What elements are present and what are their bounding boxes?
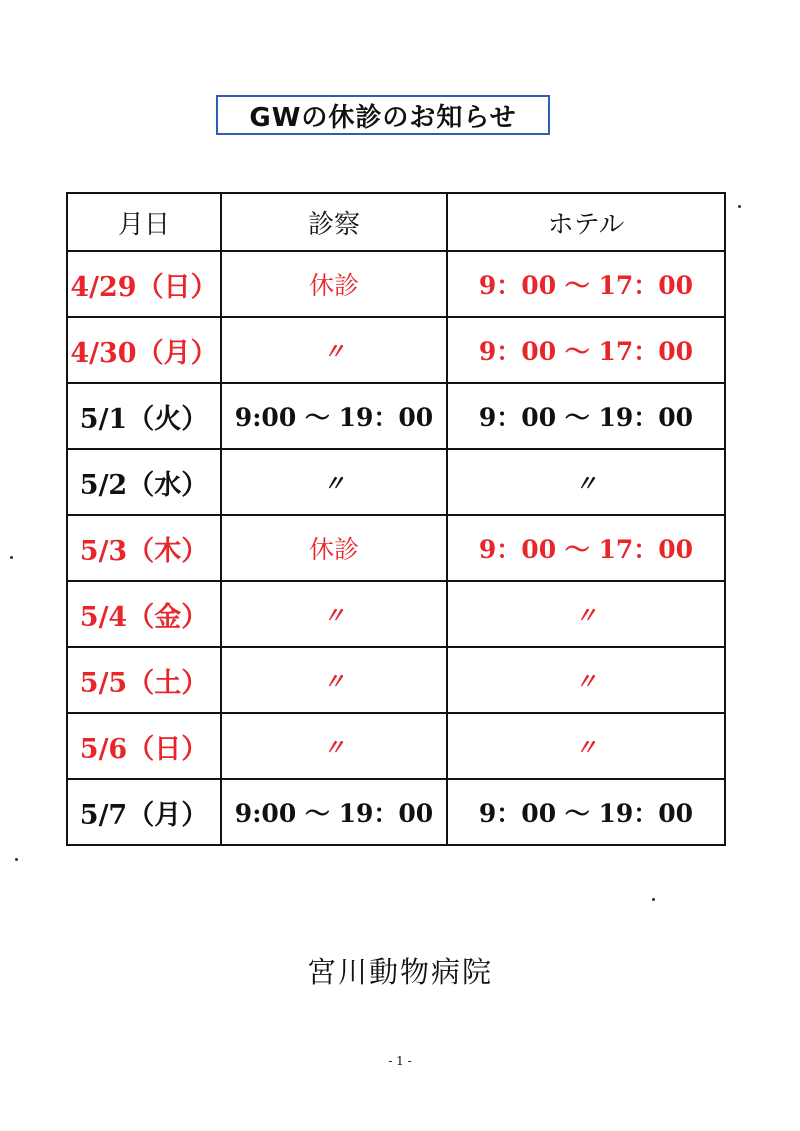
date-cell: 5/5（土）	[67, 647, 221, 713]
hotel-cell: 〃	[447, 647, 725, 713]
date-cell: 5/4（金）	[67, 581, 221, 647]
header-hotel: ホテル	[447, 193, 725, 251]
date-cell: 5/1（火）	[67, 383, 221, 449]
scan-speck	[10, 556, 13, 559]
hotel-cell: 9：00 〜 17：00	[447, 515, 725, 581]
hospital-name: 宮川動物病院	[306, 955, 493, 989]
hotel-cell: 〃	[447, 581, 725, 647]
clinic-cell: 〃	[221, 647, 447, 713]
date-cell: 5/2（水）	[67, 449, 221, 515]
table-row	[67, 317, 725, 383]
gw-schedule-table	[66, 192, 726, 846]
table-row	[67, 515, 725, 581]
date-cell: 5/6（日）	[67, 713, 221, 779]
clinic-cell: 休診	[221, 515, 447, 581]
page-title	[216, 95, 550, 135]
table-row	[67, 581, 725, 647]
table-row	[67, 647, 725, 713]
table-row	[67, 383, 725, 449]
date-cell: 4/29（日）	[67, 251, 221, 317]
table-row	[67, 251, 725, 317]
header-clinic: 診察	[221, 193, 447, 251]
scan-speck	[652, 898, 655, 901]
clinic-cell: 9:00 〜 19：00	[221, 383, 447, 449]
clinic-cell: 〃	[221, 581, 447, 647]
clinic-cell: 9:00 〜 19：00	[221, 779, 447, 845]
scan-speck	[738, 205, 741, 208]
clinic-cell: 〃	[221, 713, 447, 779]
page-number: - 1 -	[388, 1054, 412, 1068]
page-title-text: GWの休診のお知らせ	[249, 102, 517, 133]
table-row	[67, 713, 725, 779]
table-row	[67, 779, 725, 845]
hotel-cell: 9：00 〜 17：00	[447, 251, 725, 317]
date-cell: 5/3（木）	[67, 515, 221, 581]
table-header-row	[67, 193, 725, 251]
hotel-cell: 9：00 〜 17：00	[447, 317, 725, 383]
hotel-cell: 〃	[447, 713, 725, 779]
hotel-cell: 〃	[447, 449, 725, 515]
date-cell: 4/30（月）	[67, 317, 221, 383]
hotel-cell: 9：00 〜 19：00	[447, 383, 725, 449]
clinic-cell: 休診	[221, 251, 447, 317]
header-date: 月日	[67, 193, 221, 251]
scan-speck	[15, 858, 18, 861]
hotel-cell: 9：00 〜 19：00	[447, 779, 725, 845]
date-cell: 5/7（月）	[67, 779, 221, 845]
clinic-cell: 〃	[221, 317, 447, 383]
table-row	[67, 449, 725, 515]
clinic-cell: 〃	[221, 449, 447, 515]
